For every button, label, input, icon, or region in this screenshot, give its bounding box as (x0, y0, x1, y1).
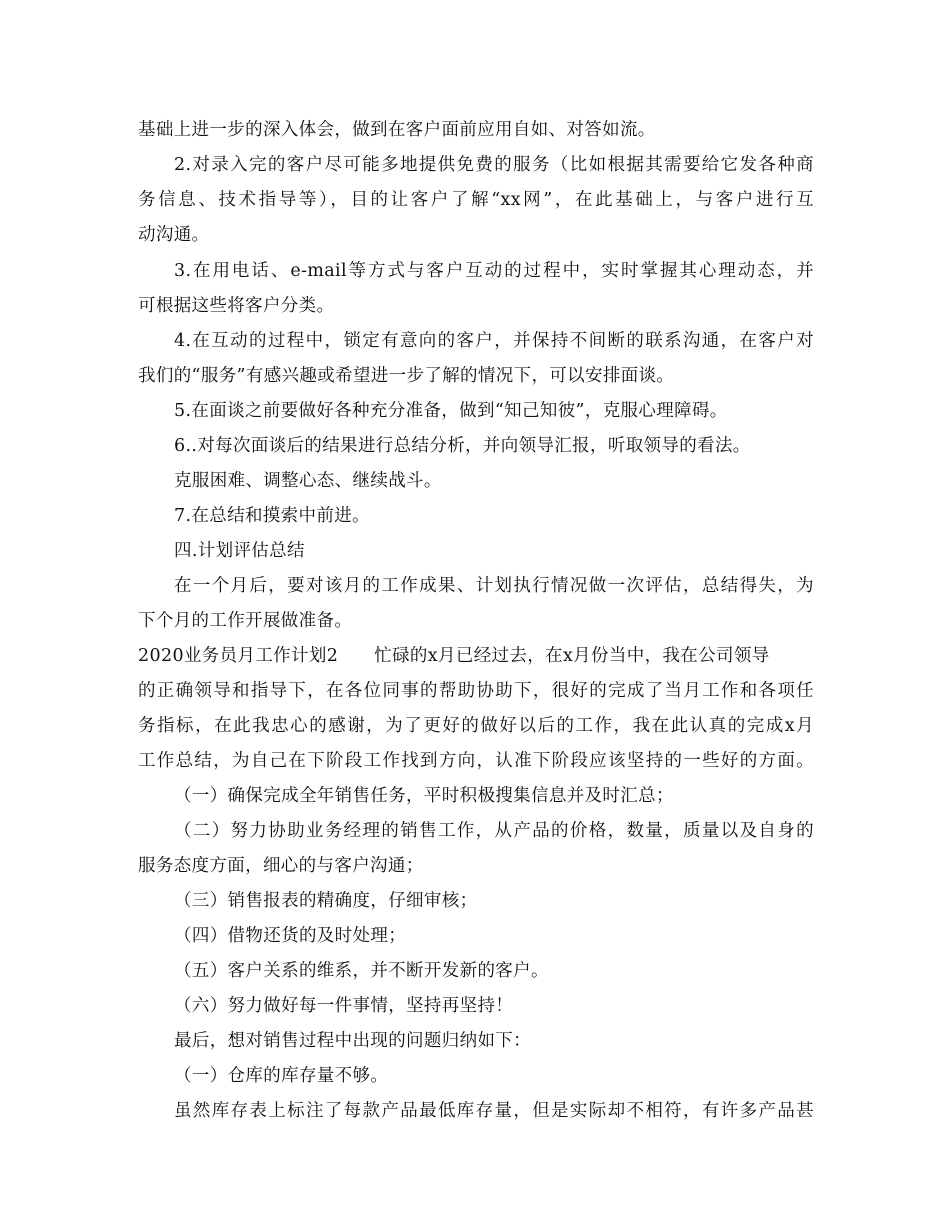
list-item: （一）仓库的库存量不够。 (174, 1066, 389, 1086)
list-item: （六）努力做好每一件事情，坚持再坚持！ (174, 996, 514, 1016)
list-item: （四）借物还货的及时处理； (174, 926, 407, 946)
list-item: （三）销售报表的精确度，仔细审核； (174, 891, 478, 911)
list-item: （五）客户关系的维系，并不断开发新的客户。 (174, 961, 549, 981)
section-heading: 四.计划评估总结 (174, 541, 305, 561)
text-line: 在一个月后，要对该月的工作成果、计划执行情况做一次评估，总结得失，为 (174, 576, 814, 596)
text-line: 下个月的工作开展做准备。 (138, 611, 353, 631)
text-line: 3.在用电话、e-mail等方式与客户互动的过程中，实时掌握其心理动态，并 (174, 261, 814, 281)
text-line: 7.在总结和摸索中前进。 (174, 506, 370, 526)
document-title: 2020业务员月工作计划2 (138, 646, 339, 666)
text-line: 务信息、技术指导等），目的让客户了解“xx网”，在此基础上，与客户进行互 (138, 190, 814, 210)
text-line: 动沟通。 (138, 225, 210, 245)
text-span: 忙碌的x月已经过去，在x月份当中，我在公司领导 (374, 646, 770, 666)
text-line: 6..对每次面谈后的结果进行总结分析，并向领导汇报，听取领导的看法。 (174, 436, 751, 456)
text-line: 基础上进一步的深入体会，做到在客户面前应用自如、对答如流。 (138, 120, 656, 140)
text-line: 工作总结，为自己在下阶段工作找到方向，认准下阶段应该坚持的一些好的方面。 (138, 751, 814, 771)
list-item: （二）努力协助业务经理的销售工作，从产品的价格，数量，质量以及自身的 (174, 821, 814, 841)
text-line: 4.在互动的过程中，锁定有意向的客户，并保持不间断的联系沟通，在客户对 (174, 331, 814, 351)
text-line: 5.在面谈之前要做好各种充分准备，做到“知己知彼”，克服心理障碍。 (174, 401, 728, 421)
text-line: 的正确领导和指导下，在各位同事的帮助协助下，很好的完成了当月工作和各项任 (138, 681, 814, 701)
text-line: 最后，想对销售过程中出现的问题归纳如下： (174, 1031, 531, 1051)
text-line: 务指标，在此我忠心的感谢，为了更好的做好以后的工作，我在此认真的完成x月 (138, 716, 814, 736)
text-line: 可根据这些将客户分类。 (138, 296, 335, 316)
heading-line (138, 644, 814, 668)
text-line: 我们的“服务”有感兴趣或希望进一步了解的情况下，可以安排面谈。 (138, 366, 675, 386)
text-line: 服务态度方面，细心的与客户沟通； (138, 856, 424, 876)
text-line: 克服困难、调整心态、继续战斗。 (174, 471, 442, 491)
text-line: 2.对录入完的客户尽可能多地提供免费的服务（比如根据其需要给它发各种商 (174, 155, 814, 175)
text-line: 虽然库存表上标注了每款产品最低库存量，但是实际却不相符，有许多产品甚 (174, 1101, 814, 1121)
list-item: （一）确保完成全年销售任务，平时积极搜集信息并及时汇总； (174, 786, 674, 806)
